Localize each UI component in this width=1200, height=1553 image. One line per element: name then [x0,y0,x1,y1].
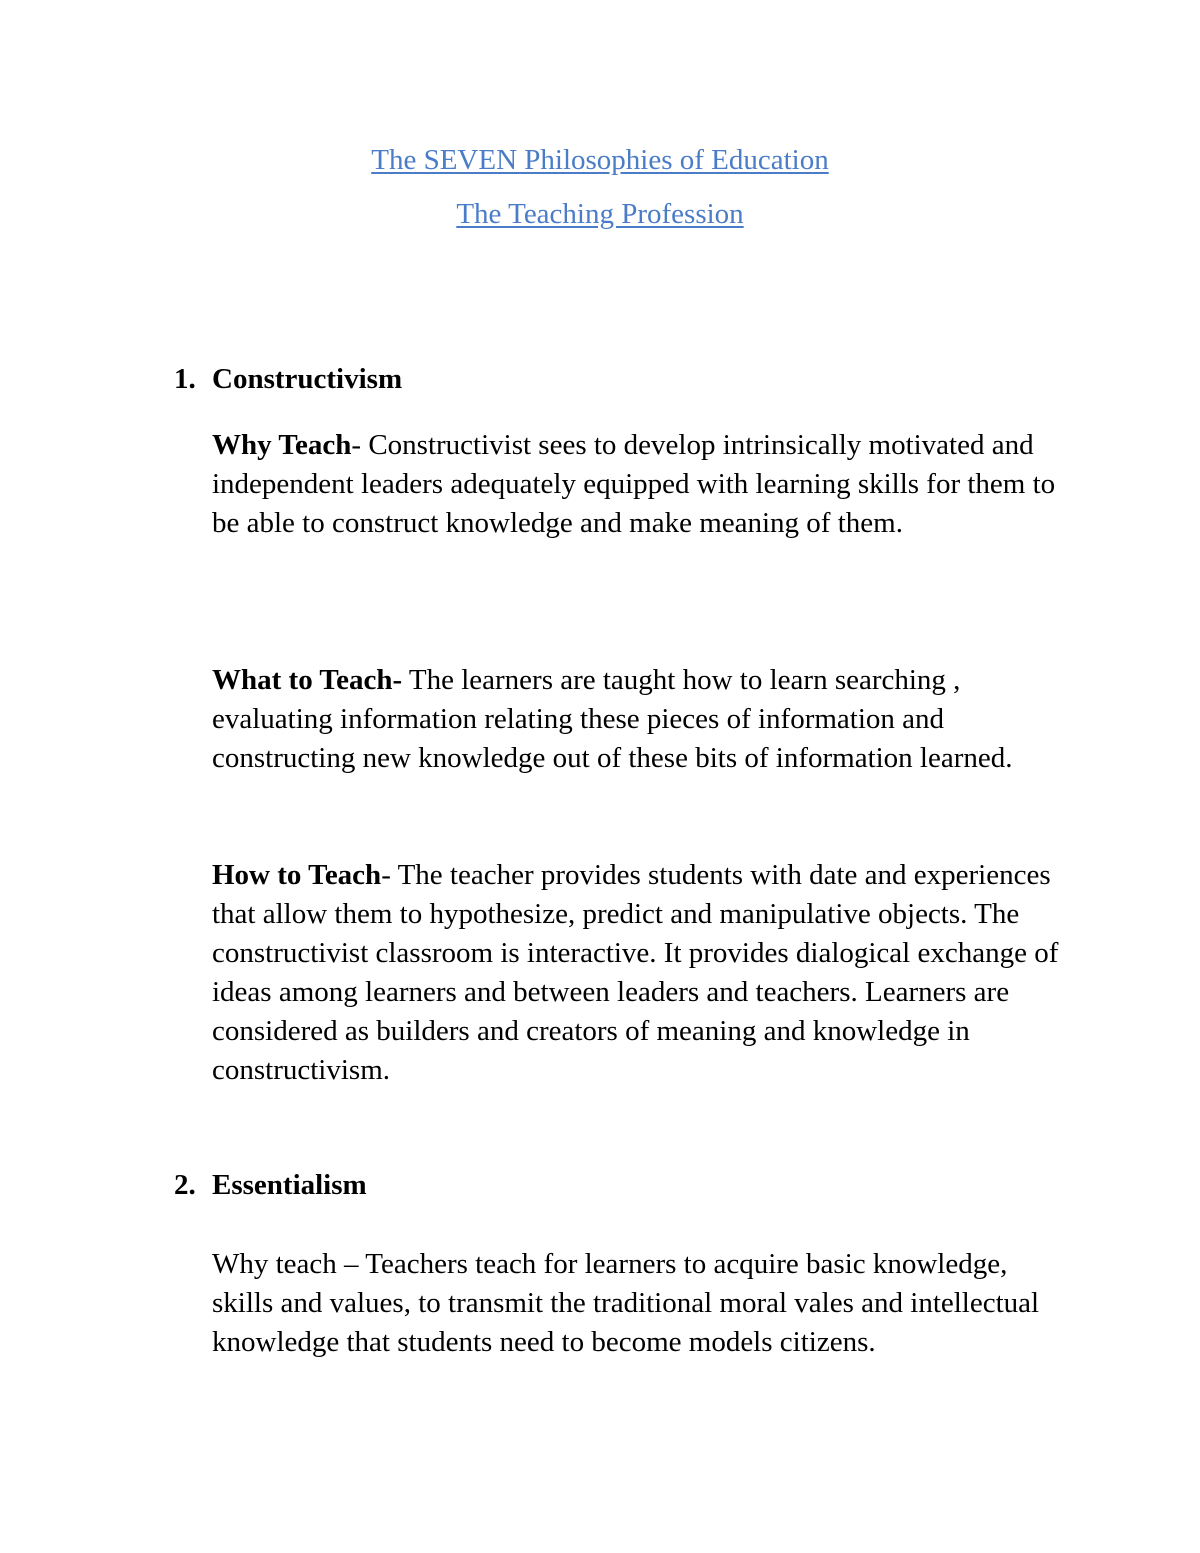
paragraph-text: Why teach – Teachers teach for learners to acquire basic knowledge, skills and values, to transmit the traditional moral vales and intellectual knowledge that students need to become models citizens. [212,1248,1040,1358]
section-number: 1. [174,363,196,395]
paragraph-text: - The teacher provides students with date and experiences that allow them to hypothesize, predict and manipulative objects. The constructivist classroom is interactive. It provides dialogical exchange of ideas among learners and between leaders and teachers. Learners are considered as builders and creators of meaning and knowledge in constructivism. [212,859,1059,1086]
paragraph-what-to-teach [212,661,1072,778]
paragraph-text: The learners are taught how to learn searching , evaluating information relating these pieces of information and constructing new knowledge out of these bits of information learned. [212,664,1013,774]
paragraph-text: - Constructivist sees to develop intrinsically motivated and independent leaders adequately equipped with learning skills for them to be able to construct knowledge and make meaning of them. [212,429,1056,539]
document-subtitle [0,196,1200,232]
document-title-link[interactable]: The SEVEN Philosophies of Education [371,144,829,176]
paragraph-essentialism-why-teach [212,1245,1072,1362]
paragraph-why-teach [212,426,1072,543]
section-title: Constructivism [212,363,403,395]
section-number: 2. [174,1169,196,1201]
paragraph-label: How to Teach [212,859,382,891]
section-title: Essentialism [212,1169,367,1201]
paragraph-label: Why Teach [212,429,352,461]
section-heading-essentialism [174,1167,367,1203]
paragraph-label: What to Teach- [212,664,403,696]
paragraph-how-to-teach [212,856,1072,1090]
document-subtitle-link[interactable]: The Teaching Profession [456,198,744,230]
document-title [0,142,1200,178]
section-heading-constructivism [174,361,402,397]
